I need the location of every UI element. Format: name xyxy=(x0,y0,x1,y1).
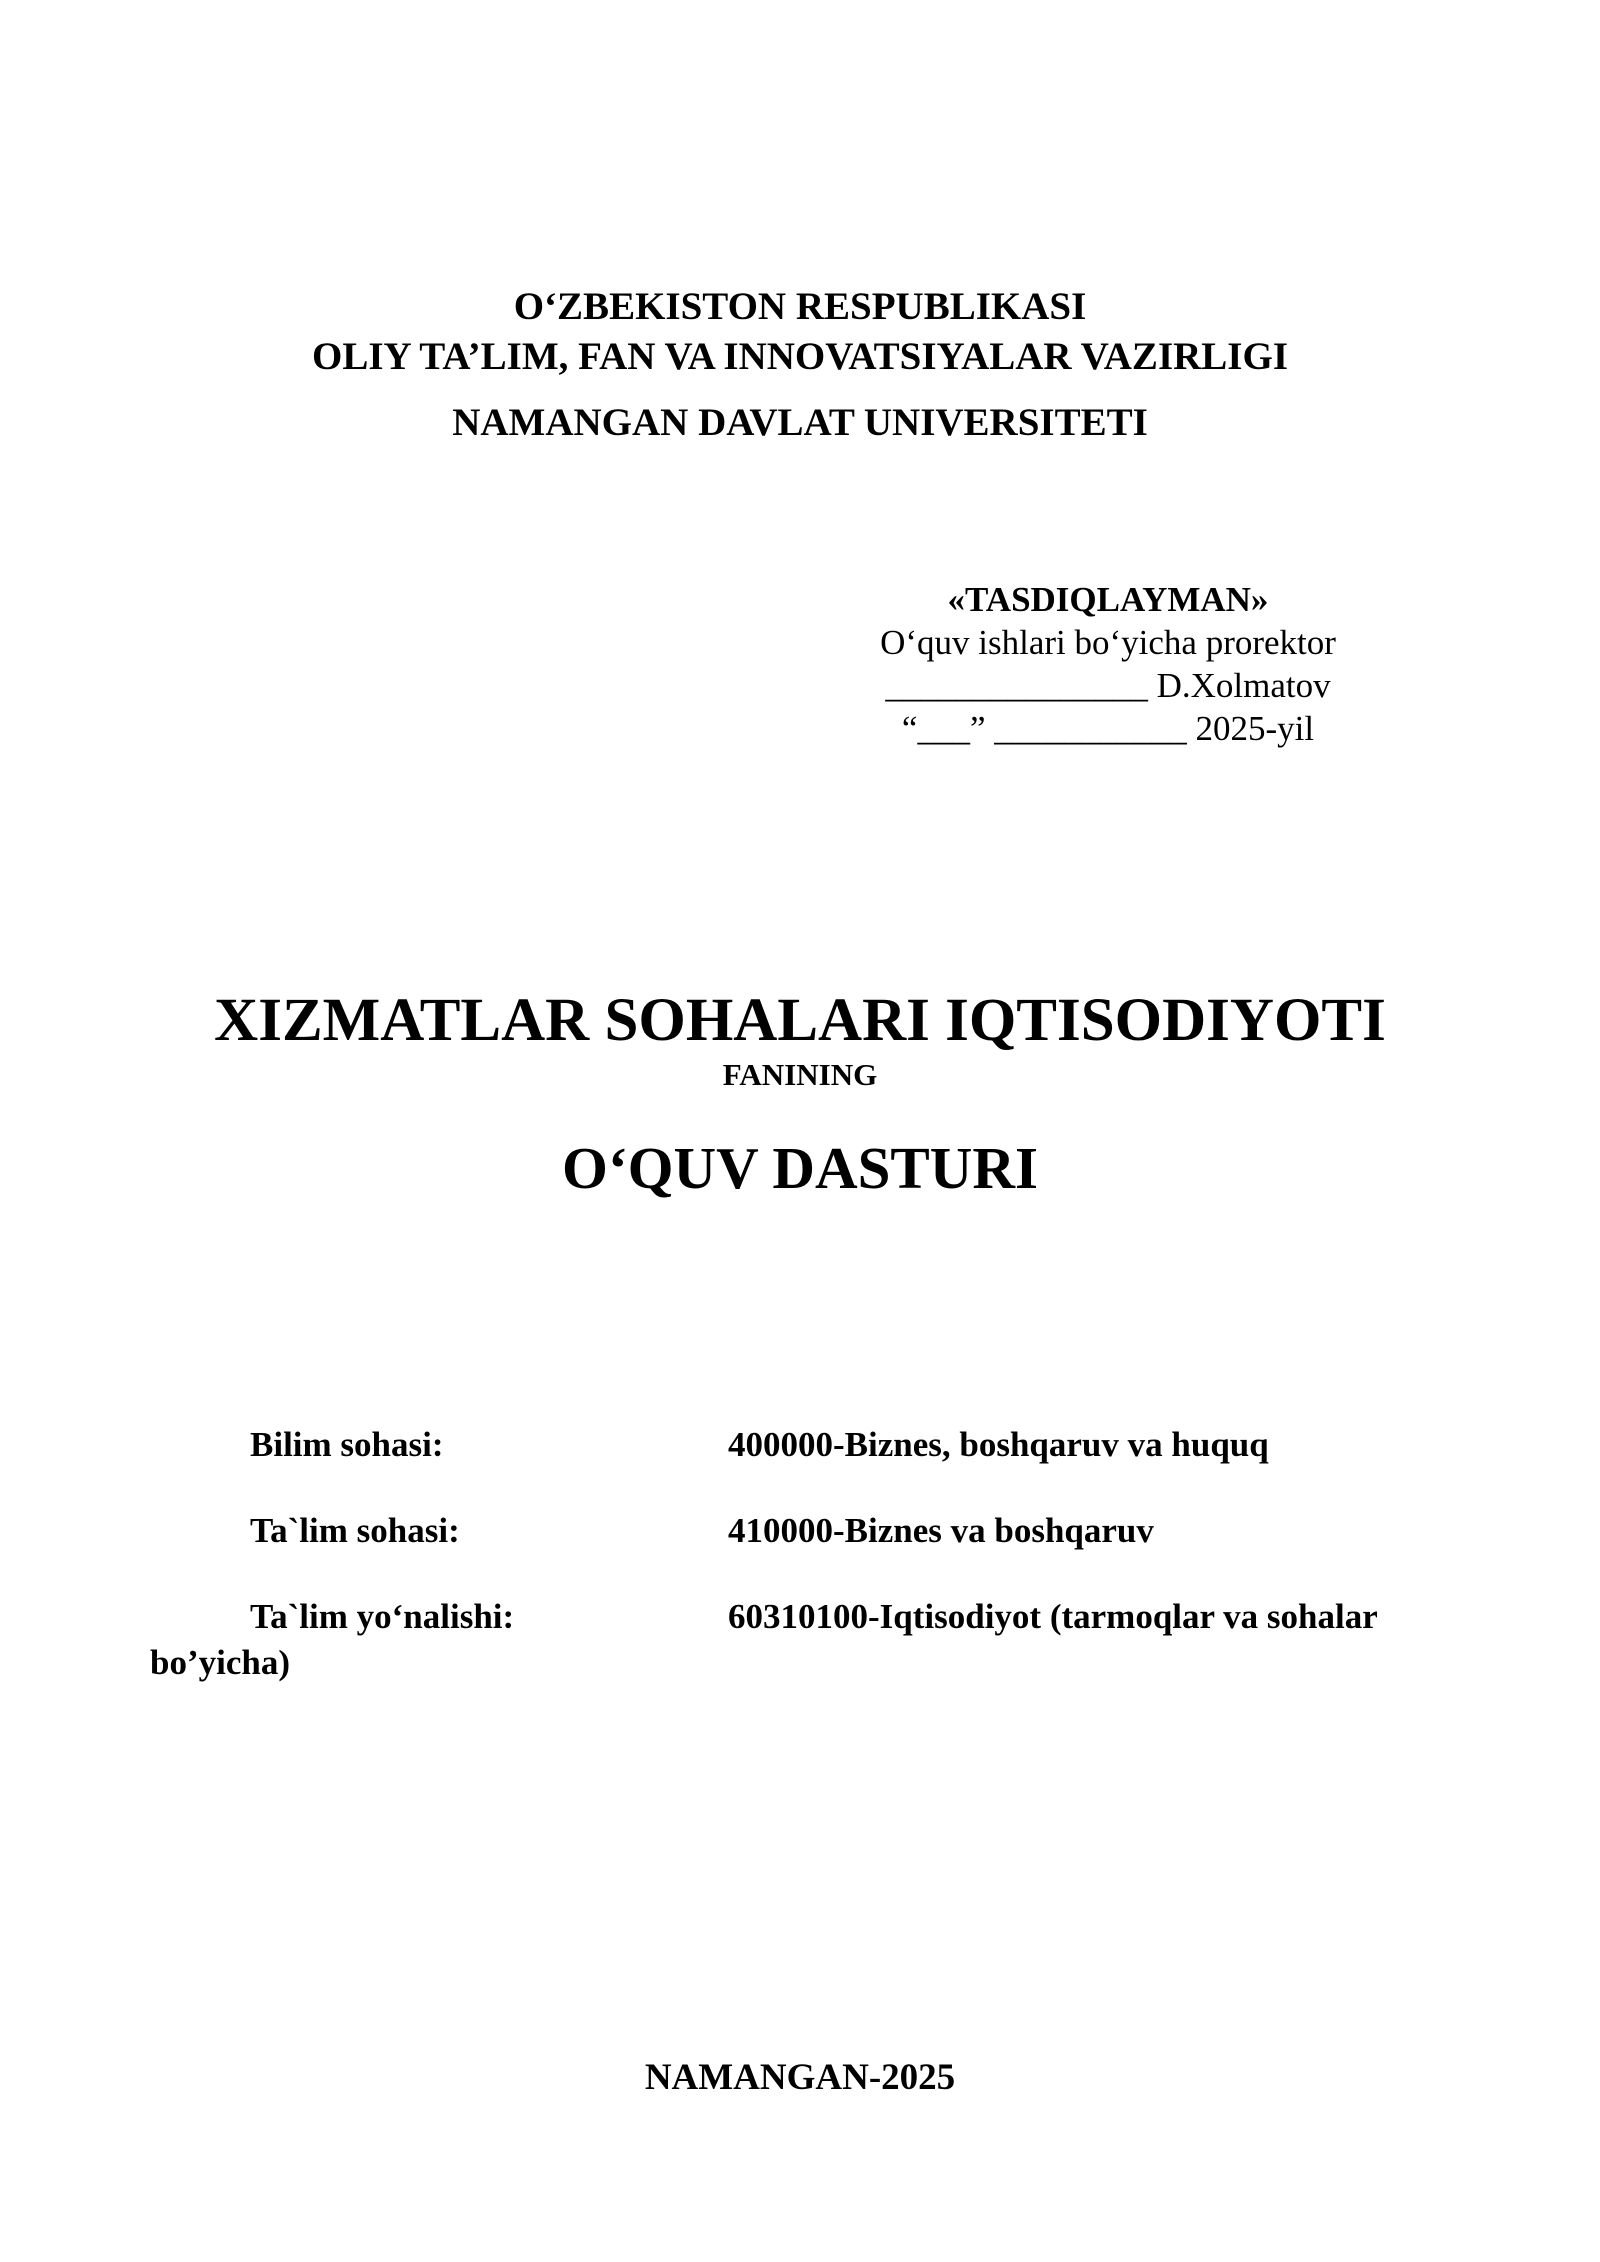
info-value-continuation: bo’yicha) xyxy=(150,1643,290,1682)
ministry-header xyxy=(0,282,1600,448)
info-value: 410000-Biznes va boshqaruv xyxy=(728,1511,1154,1550)
info-row-education-direction xyxy=(150,1594,1450,1682)
education-info-table xyxy=(150,1422,1450,1680)
header-ministry: OLIY TA’LIM, FAN VA INNOVATSIYALAR VAZIRLIGI xyxy=(312,335,1288,378)
approval-position: O‘quv ishlari bo‘yicha prorektor xyxy=(880,623,1336,662)
footer-place-year: NAMANGAN-2025 xyxy=(644,2057,956,2098)
header-country: O‘ZBEKISTON RESPUBLIKASI xyxy=(513,285,1087,328)
header-university: NAMANGAN DAVLAT UNIVERSITETI xyxy=(452,401,1148,444)
course-title: XIZMATLAR SOHALARI IQTISODIYOTI xyxy=(214,987,1386,1054)
info-label: Bilim sohasi: xyxy=(250,1425,444,1464)
info-label: Ta`lim sohasi: xyxy=(250,1511,460,1550)
approval-title: «TASDIQLAYMAN» xyxy=(947,580,1269,619)
approval-stamp-block xyxy=(858,578,1358,750)
approval-signature-line: _______________ D.Xolmatov xyxy=(885,666,1331,705)
info-row-education-area xyxy=(150,1508,1450,1554)
info-row-knowledge-area xyxy=(150,1422,1450,1468)
info-value: 60310100-Iqtisodiyot (tarmoqlar va sohalar xyxy=(728,1597,1378,1636)
document-type-title: O‘QUV DASTURI xyxy=(562,1135,1038,1201)
info-value: 400000-Biznes, boshqaruv va huquq xyxy=(728,1425,1269,1464)
course-title-block xyxy=(0,985,1600,1203)
approval-date-line: “___” ___________ 2025-yil xyxy=(901,709,1315,748)
course-subtitle: FANINING xyxy=(722,1057,878,1092)
info-label: Ta`lim yo‘nalishi: xyxy=(250,1597,515,1636)
